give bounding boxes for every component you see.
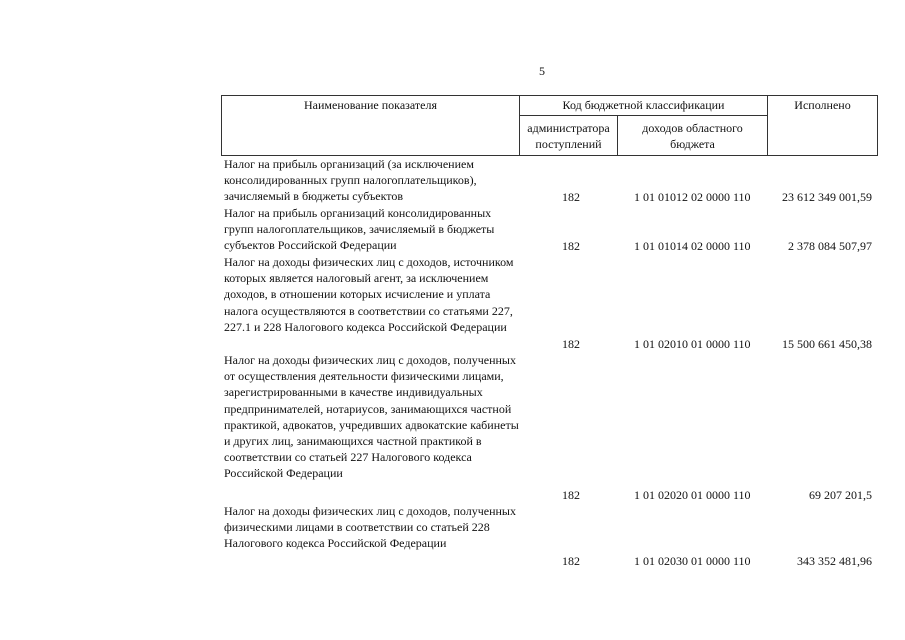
header-executed: Исполнено xyxy=(794,98,851,112)
row-amount: 23 612 349 001,59 xyxy=(782,190,872,204)
row-name: Налог на прибыль организаций (за исключением консолидированных групп налогоплательщиков), зачисляемый в бюджеты субъектов xyxy=(224,157,477,204)
row-name: Налог на прибыль организаций консолидированных групп налогоплательщиков, зачисляемый в бюджеты субъектов Российской Федерации xyxy=(224,206,495,253)
header-kbk: Код бюджетной классификации xyxy=(562,98,725,112)
row-admin-code: 182 xyxy=(562,554,580,568)
row-name: Налог на доходы физических лиц с доходов, источником которых является налоговый агент, за исключением доходов, в отношении которых исчисление и уплата налога осуществляются в соответствии со статьями 227, 227.1 и 228 Налогового кодекса Российской Федерации xyxy=(224,255,514,334)
row-admin-code: 182 xyxy=(562,337,580,351)
page-number: 5 xyxy=(539,64,545,78)
row-income-code: 1 01 02020 01 0000 110 xyxy=(634,488,751,502)
header-income: доходов областного бюджета xyxy=(642,121,743,151)
table-row xyxy=(224,205,880,254)
table-row xyxy=(224,254,880,352)
row-admin-code: 182 xyxy=(562,488,580,502)
kbk-subheader-divider xyxy=(519,115,767,116)
row-income-code: 1 01 02030 01 0000 110 xyxy=(634,554,751,568)
row-amount: 15 500 661 450,38 xyxy=(782,337,872,351)
header-top-border xyxy=(221,95,878,96)
row-admin-code: 182 xyxy=(562,190,580,204)
row-income-code: 1 01 01014 02 0000 110 xyxy=(634,239,751,253)
row-amount: 343 352 481,96 xyxy=(797,554,872,568)
row-name: Налог на доходы физических лиц с доходов, полученных от осуществления деятельности физическими лицами, зарегистрированными в качестве индивидуальных предпринимателей, нотариусов, занимающихся частной практикой, адвокатов, учредивших адвокатские кабинеты и других лиц, занимающихся частной практикой в соответствии со статьей 227 Налогового кодекса Российской Федерации xyxy=(224,353,519,481)
table-row xyxy=(224,503,880,569)
row-income-code: 1 01 02010 01 0000 110 xyxy=(634,337,751,351)
header-name: Наименование показателя xyxy=(304,98,437,112)
row-income-code: 1 01 01012 02 0000 110 xyxy=(634,190,751,204)
table-row xyxy=(224,352,880,503)
header-admin: администратора поступлений xyxy=(527,121,610,151)
row-name: Налог на доходы физических лиц с доходов, полученных физическими лицами в соответствии со статьей 228 Налогового кодекса Российской Федерации xyxy=(224,504,516,551)
row-amount: 69 207 201,5 xyxy=(809,488,872,502)
row-admin-code: 182 xyxy=(562,239,580,253)
row-amount: 2 378 084 507,97 xyxy=(788,239,872,253)
table-row xyxy=(224,156,880,205)
header-divider-admin-income xyxy=(617,115,618,155)
header-right-border xyxy=(877,95,878,155)
